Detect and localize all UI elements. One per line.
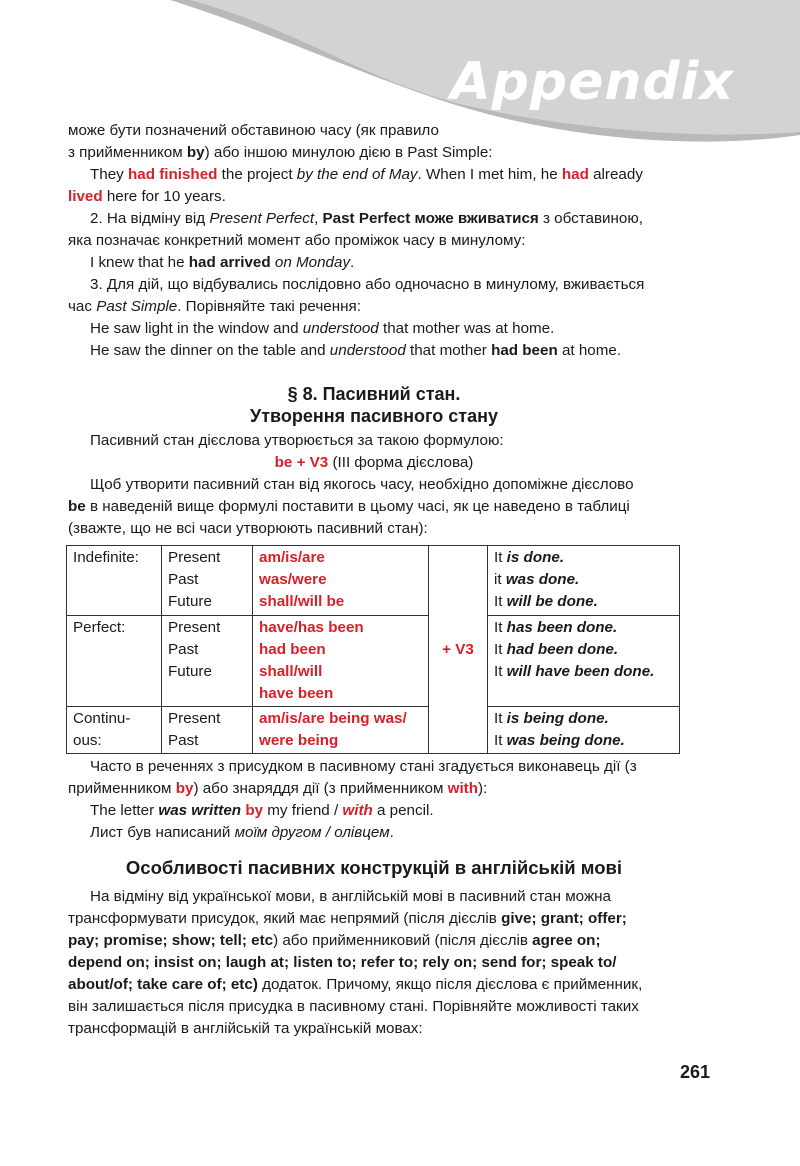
page-number: 261 (680, 1062, 711, 1082)
v3-cell: + V3 (429, 546, 488, 754)
table-row (67, 616, 680, 707)
group-cell: Perfect: (67, 616, 162, 707)
table-row (67, 707, 680, 754)
table-row (67, 546, 680, 616)
section-heading: § 8. Пасивний стан. (287, 384, 461, 404)
form-cell: have/has been had been shall/will have been (253, 616, 429, 707)
example-cell: It has been done. It had been done. It will have been done. (488, 616, 680, 707)
text-line: час Past Simple. Порівняйте такі речення: (68, 298, 361, 315)
text-line: На відміну від української мови, в англійській мові в пасивний стан можна (90, 888, 611, 905)
example-line: He saw the dinner on the table and understood that mother had been at home. (90, 342, 622, 359)
example-line: Лист був написаний моїм другом / олівцем. (90, 824, 394, 841)
text-line: about/of; take care of; etc) додаток. Причому, якщо після дієслова є прийменник, (68, 976, 643, 993)
text-line: яка позначає конкретний момент або проміжок часу в минулому: (68, 232, 526, 249)
text-line: з прийменником by) або іншою минулою дією в Past Simple: (68, 144, 493, 161)
text-line: pay; promise; show; tell; etc) або прийменниковий (після дієслів agree on; (68, 932, 601, 949)
passive-voice-table (66, 545, 680, 754)
text-line: 3. Для дій, що відбувались послідовно або одночасно в минулому, вживається (90, 276, 645, 293)
text-line: Щоб утворити пасивний стан від якогось часу, необхідно допоміжне дієслово (90, 476, 634, 493)
text-line: він залишається після присудка в пасивному стані. Порівняйте можливості таких (68, 998, 639, 1015)
section-heading: Утворення пасивного стану (250, 406, 498, 426)
text-line: Пасивний стан дієслова утворюється за такою формулою: (90, 432, 504, 449)
example-line: I knew that he had arrived on Monday. (90, 254, 355, 271)
text-line: (зважте, що не всі часи утворюють пасивний стан): (68, 520, 428, 537)
example-cell: It is being done. It was being done. (488, 707, 680, 754)
example-line: The letter was written by my friend / with a pencil. (90, 802, 434, 819)
form-cell: am/is/are was/were shall/will be (253, 546, 429, 616)
page-title: Appendix (450, 52, 734, 112)
form-cell: am/is/are being was/ were being (253, 707, 429, 754)
text-line: може бути позначений обставиною часу (як правило (68, 122, 439, 139)
text-line: трансформацій в англійській та українській мовах: (68, 1020, 423, 1037)
group-cell: Continu- ous: (67, 707, 162, 754)
text-line: трансформувати присудок, який має непрямий (після дієслів give; grant; offer; (68, 910, 627, 927)
tense-cell: Present Past (162, 707, 253, 754)
text-line: be в наведеній вище формулі поставити в цьому часі, як це наведено в таблиці (68, 498, 630, 515)
tense-cell: Present Past Future (162, 616, 253, 707)
text-line: Часто в реченнях з присудком в пасивному стані згадується виконавець дії (з (90, 758, 637, 775)
text-line: прийменником by) або знаряддя дії (з прийменником with): (68, 780, 488, 797)
section-heading: Особливості пасивних конструкцій в англійській мові (125, 857, 623, 878)
tense-cell: Present Past Future (162, 546, 253, 616)
example-line: He saw light in the window and understood that mother was at home. (90, 320, 555, 337)
example-line: They had finished the project by the end of May. When I met him, he had already (90, 166, 643, 183)
text-line: 2. На відміну від Present Perfect, Past Perfect може вживатися з обставиною, (90, 210, 643, 227)
example-cell: It is done. it was done. It will be done. (488, 546, 680, 616)
formula: be + V3 (III форма дієслова) (274, 454, 474, 471)
text-line: depend on; insist on; laugh at; listen to; refer to; rely on; send for; speak to/ (68, 954, 617, 971)
example-line: lived here for 10 years. (68, 188, 226, 205)
group-cell: Indefinite: (67, 546, 162, 616)
